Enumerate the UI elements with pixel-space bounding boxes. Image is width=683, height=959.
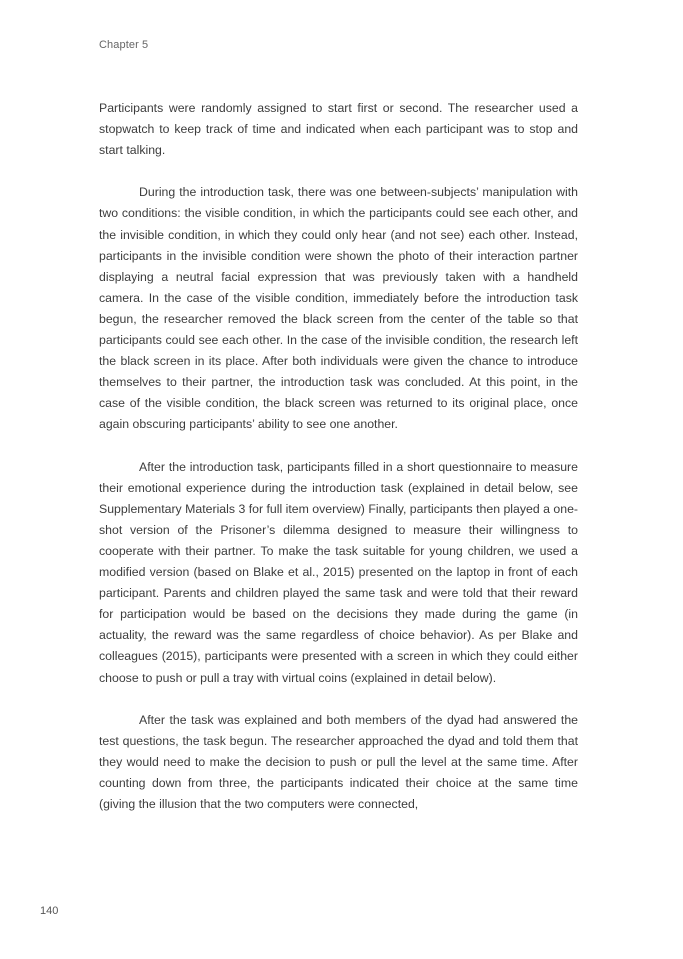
paragraph-1: Participants were randomly assigned to start first or second. The researcher used a stopwatch to keep track of time and indicated when each participant was to stop and start talking. [99, 101, 578, 158]
paragraph-2: During the introduction task, there was one between-subjects’ manipulation with two conditions: the visible condition, in which the participants could see each other, and the invisible condition, in which they could only hear (and not see) each other. Instead, participants in the invisible condition were shown the photo of their interaction partner displaying a neutral facial expression that was previously taken with a handheld camera. In the case of the visible condition, immediately before the introduction task begun, the researcher removed the black screen from the center of the table so that participants could see each other. In the case of the invisible condition, the research left the black screen in its place. After both individuals were given the chance to introduce themselves to their partner, the introduction task was concluded. At this point, in the case of the visible condition, the black screen was returned to its original place, once again obscuring participants’ ability to see one another. [99, 185, 578, 432]
page-number: 140 [40, 905, 59, 917]
body-text [99, 98, 578, 815]
running-head: Chapter 5 [99, 39, 149, 51]
paragraph-3: After the introduction task, participants filled in a short questionnaire to measure their emotional experience during the introduction task (explained in detail below, see Supplementary Materials 3 for full item overview) Finally, participants then played a one-shot version of the Prisoner’s dilemma designed to measure their willingness to cooperate with their partner. To make the task suitable for young children, we used a modified version (based on Blake et al., 2015) presented on the laptop in front of each participant. Parents and children played the same task and were told that their reward for participation would be based on the decisions they made during the game (in actuality, the reward was the same regardless of choice behavior). As per Blake and colleagues (2015), participants were presented with a screen in which they could either choose to push or pull a tray with virtual coins (explained in detail below). [99, 459, 578, 685]
paragraph-4: After the task was explained and both members of the dyad had answered the test questions, the task begun. The researcher approached the dyad and told them that they would need to make the decision to push or pull the level at the same time. After counting down from three, the participants indicated their choice at the same time (giving the illusion that the two computers were connected, [99, 712, 578, 812]
